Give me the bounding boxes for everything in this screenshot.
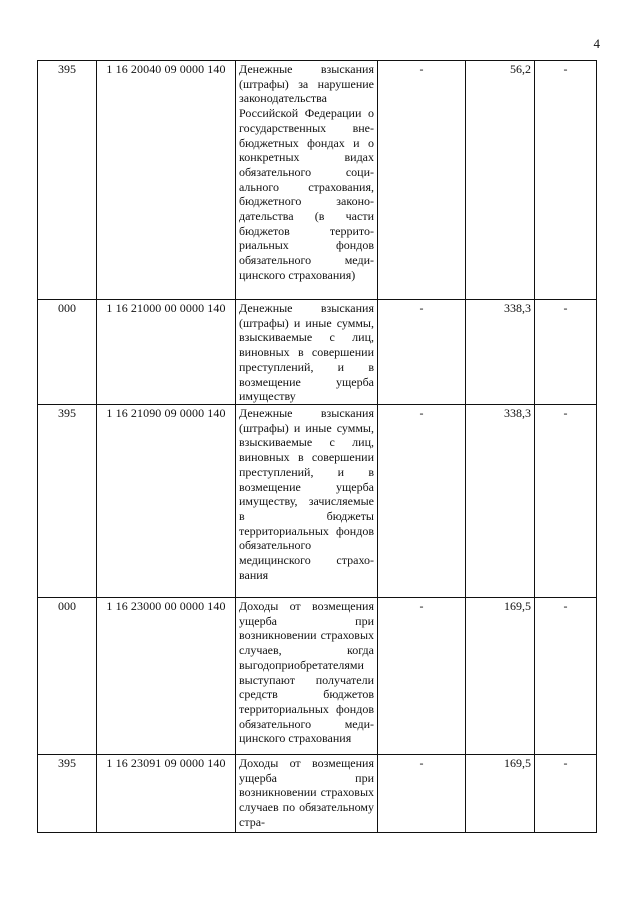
value-cell-3: - xyxy=(535,405,597,598)
value-cell-2: 169,5 xyxy=(466,598,535,755)
value-cell-1: - xyxy=(378,300,466,405)
value-cell-1: - xyxy=(378,598,466,755)
revenue-name-cell: Денежные взыскания (штрафы) и иные суммы, взыскиваемые с лиц, виновных в совершении преступлений, и в возмещение ущерба имуществу xyxy=(236,300,378,405)
value-cell-3: - xyxy=(535,300,597,405)
table-row xyxy=(38,598,597,755)
value-cell-1: - xyxy=(378,755,466,833)
revenue-name-cell: Доходы от возмещения ущерба при возникновении страховых случаев по обязательному стра- xyxy=(236,755,378,833)
admin-code-cell: 395 xyxy=(38,61,97,300)
table-row xyxy=(38,755,597,833)
value-cell-1: - xyxy=(378,405,466,598)
value-cell-3: - xyxy=(535,61,597,300)
budget-code-cell: 1 16 21090 09 0000 140 xyxy=(97,405,236,598)
value-cell-2: 56,2 xyxy=(466,61,535,300)
budget-code-cell: 1 16 21000 00 0000 140 xyxy=(97,300,236,405)
table-row xyxy=(38,300,597,405)
admin-code-cell: 395 xyxy=(38,755,97,833)
admin-code-cell: 000 xyxy=(38,300,97,405)
revenue-name-cell: Денежные взыскания (штрафы) и иные суммы, взыскиваемые с лиц, виновных в совершении преступлений, и в возмещение ущерба имуществу, зачисляемые в бюджеты территориальных фондов обязательного медицинского страхования xyxy=(236,405,378,598)
admin-code-cell: 000 xyxy=(38,598,97,755)
table-row xyxy=(38,405,597,598)
budget-code-cell: 1 16 23091 09 0000 140 xyxy=(97,755,236,833)
value-cell-3: - xyxy=(535,755,597,833)
budget-code-cell: 1 16 23000 00 0000 140 xyxy=(97,598,236,755)
budget-code-cell: 1 16 20040 09 0000 140 xyxy=(97,61,236,300)
value-cell-2: 169,5 xyxy=(466,755,535,833)
revenue-table xyxy=(37,60,597,833)
value-cell-2: 338,3 xyxy=(466,300,535,405)
value-cell-3: - xyxy=(535,598,597,755)
table-row xyxy=(38,61,597,300)
value-cell-1: - xyxy=(378,61,466,300)
revenue-name-cell: Денежные взыскания (штрафы) за нарушение законодательства Российской Федерации о государственных внебюджетных фондах и о конкретных видах обязательного социального страхования, бюджетного законодательства (в части бюджетов территориальных фондов обязательного медицинского страхования) xyxy=(236,61,378,300)
admin-code-cell: 395 xyxy=(38,405,97,598)
revenue-name-cell: Доходы от возмещения ущерба при возникновении страховых случаев, когда выгодоприобретателями выступают получатели средств бюджетов территориальных фондов обязательного медицинского страхования xyxy=(236,598,378,755)
value-cell-2: 338,3 xyxy=(466,405,535,598)
page-number: 4 xyxy=(593,36,600,51)
